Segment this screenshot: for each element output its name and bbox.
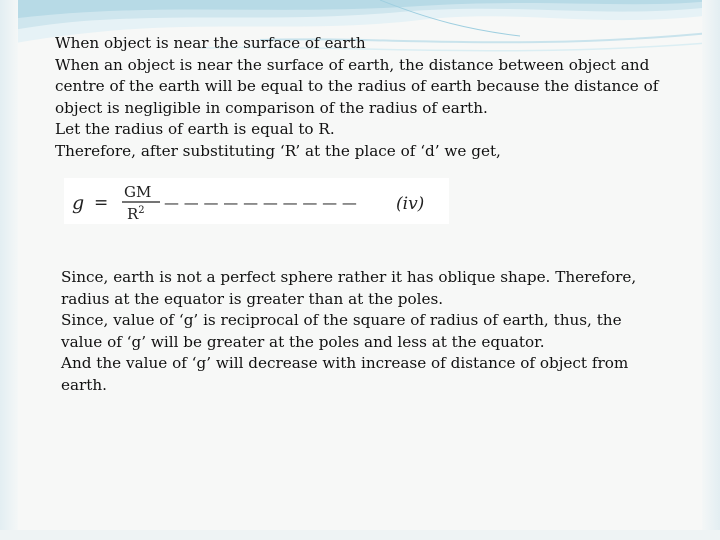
formula-lhs: g (72, 192, 85, 214)
gravity-formula (64, 178, 449, 224)
paragraph: Since, earth is not a perfect sphere rather it has oblique shape. Therefore, radius at the equator is greater than at the poles. (61, 268, 637, 308)
right-decoration (702, 0, 720, 540)
formula-numerator: GM (124, 183, 152, 201)
top-text-block (55, 33, 665, 163)
paragraph: Therefore, after substituting ‘R’ at the place of ‘d’ we get, (55, 141, 501, 160)
paragraph: Since, value of ‘g’ is reciprocal of the square of radius of earth, thus, the value of ‘g’ will be greater at the poles and less at the equator. (61, 311, 622, 351)
formula-denominator: $R^2$ (127, 205, 145, 223)
formula-label: (iv) (396, 194, 425, 214)
heading-line: When object is near the surface of earth (55, 34, 366, 52)
bottom-decoration (0, 530, 720, 540)
bottom-text-block (61, 267, 661, 397)
formula-equals: = (94, 193, 109, 213)
paragraph: Let the radius of earth is equal to R. (55, 120, 335, 139)
left-decoration (0, 0, 18, 540)
formula-dashes: — — — — — — — — — — (164, 194, 357, 212)
paragraph: When an object is near the surface of earth, the distance between object and centre of the earth will be equal to the radius of earth because the distance of object is negligible in comparison of the radius of earth. (55, 55, 659, 117)
paragraph: And the value of ‘g’ will decrease with increase of distance of object from earth. (61, 354, 629, 394)
